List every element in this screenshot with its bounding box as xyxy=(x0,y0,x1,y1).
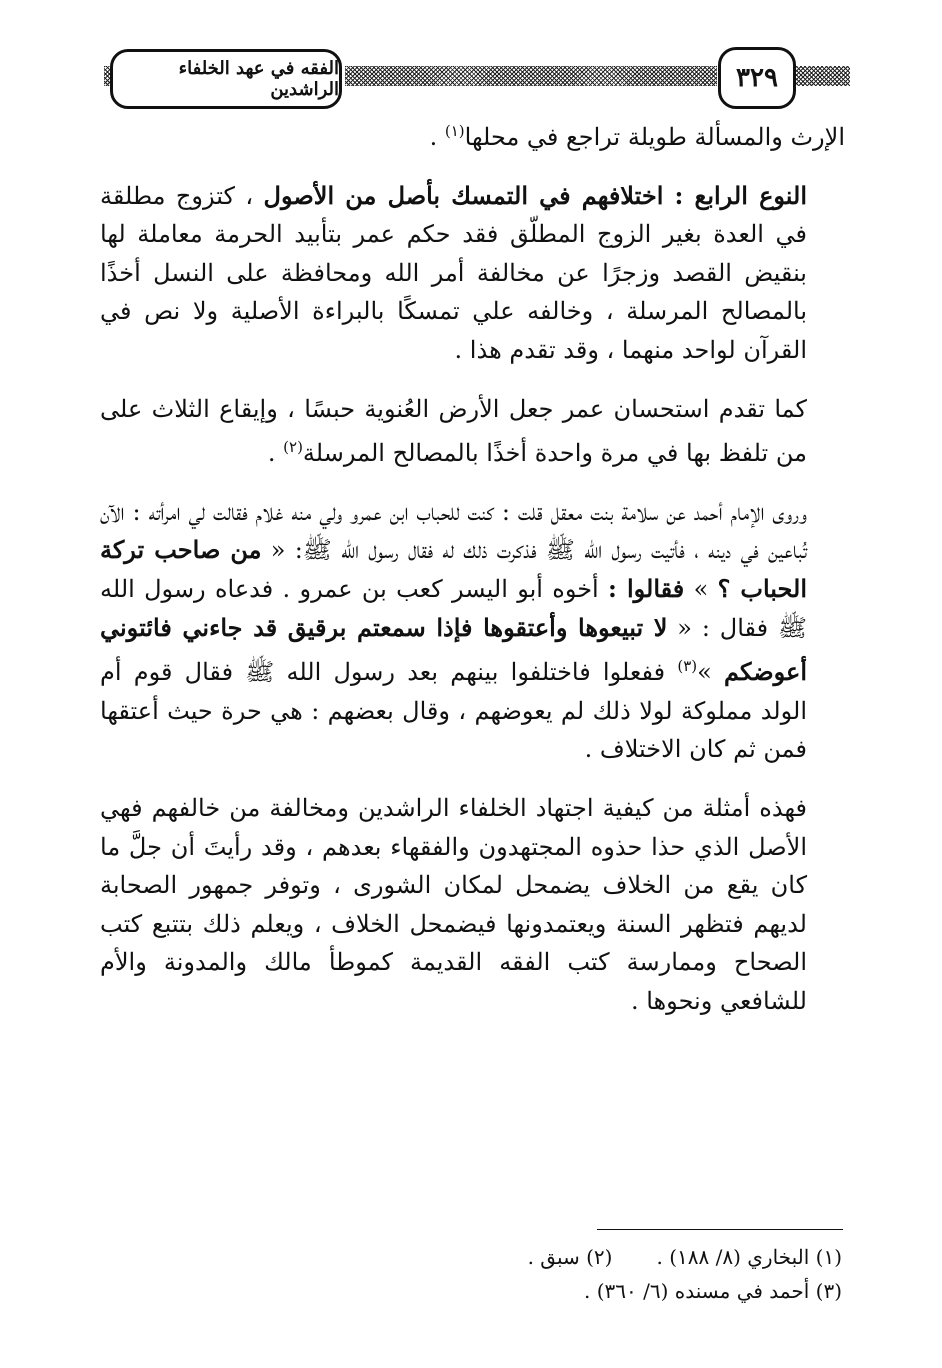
paragraph-text: ، كتزوج مطلقة في العدة بغير الزوج المطلّق فقد حكم عمر بتأبيد الحرمة معاملة لها بنقيض القصد وزجرًا عن مخالفة أمر الله ومحافظة على النسل أخذًا بالمصالح المرسلة ، وخالفه علي تمسكًا بالبراءة الأصلية ولا نص في القرآن لواحد منهما ، وقد تقدم هذا . xyxy=(100,181,807,364)
paragraph-heading: النوع الرابع : اختلافهم في التمسك بأصل من الأصول xyxy=(263,180,808,210)
footnote-line xyxy=(380,1274,842,1308)
footnote-divider xyxy=(597,1229,843,1230)
header-ornament-middle xyxy=(345,66,717,86)
page-number: ٣٢٩ xyxy=(718,47,796,109)
footnote-ref: (٣) xyxy=(677,657,698,676)
paragraph-text: فهذه أمثلة من كيفية اجتهاد الخلفاء الراشدين ومخالفة من خالفهم فهي الأصل الذي حذا حذوه المجتهدون والفقهاء بعدهم ، وقد رأيتَ أن جلَّ ما كان يقع من الخلاف يضمحل لمكان الشورى ، وتوفر جمهور الصحابة لديهم فتظهر السنة ويعتمدونها فيضمحل الخلاف ، ويعلم ذلك بتتبع كتب الصحاح وممارسة كتب الفقه القديمة كموطأ مالك والمدونة والأم للشافعي ونحوها . xyxy=(100,793,807,1015)
hadith-quote: لا تبيعوها وأعتقوها فإذا سمعتم برقيق قد جاءني فائتوني أعوضكم xyxy=(100,612,808,687)
main-text xyxy=(100,112,845,1040)
paragraph-text: ففعلوا فاختلفوا بينهم بعد رسول الله ﷺ فقال قوم أم الولد مملوكة لولا ذلك لم يعوضهم ، وقال بعضهم : هي حرة حيث أعتقها فمن ثم كان الاختلاف . xyxy=(100,658,807,764)
hadith-quote: من صاحب تركة الحباب ؟ xyxy=(100,535,807,603)
paragraph-text: أخوه أبو اليسر كعب بن عمرو . فدعاه رسول الله ﷺ فقال : « xyxy=(100,574,808,642)
footnote-3: (٣) أحمد في مسنده (٦/ ٣٦٠) . xyxy=(584,1279,842,1303)
bold-text: فقالوا : xyxy=(608,573,685,603)
footnote-2: (٢) سبق . xyxy=(527,1245,613,1269)
paragraph-text: » xyxy=(684,574,718,603)
footnote-line xyxy=(380,1240,842,1274)
page-header xyxy=(0,0,942,120)
paragraph-hadith xyxy=(100,493,845,769)
paragraph-istihsan xyxy=(100,390,845,473)
paragraph-text: الإرث والمسألة طويلة تراجع في محلها xyxy=(464,123,845,151)
footnote-1: (١) البخاري (٨/ ١٨٨) . xyxy=(656,1245,842,1269)
paragraph-text: وروى الإمام أحمد عن سلامة بنت معقل قلت : كنت للحباب ابن عمرو ولي منه غلام فقالت لي امرأته : الآن تُباعين في دينه ، فأتيت رسول الله ﷺ فذكرت ذلك له فقال رسول الله ﷺ: « xyxy=(100,497,807,565)
paragraph-continuation xyxy=(100,112,845,157)
footnote-ref: (١) xyxy=(444,122,465,140)
footnote-ref: (٢) xyxy=(283,438,303,457)
running-title: الفقه في عهد الخلفاء الراشدين xyxy=(110,49,342,109)
paragraph-conclusion xyxy=(100,789,845,1021)
footnotes xyxy=(380,1240,842,1308)
paragraph-fourth-type xyxy=(100,177,845,370)
paragraph-text: كما تقدم استحسان عمر جعل الأرض العُنوية حبسًا ، وإيقاع الثلاث على من تلفظ بها في مرة واحدة أخذًا بالمصالح المرسلة xyxy=(100,394,807,468)
paragraph-text: . xyxy=(429,123,445,151)
paragraph-text: » xyxy=(697,658,725,687)
header-ornament-right xyxy=(790,66,850,86)
paragraph-text: . xyxy=(267,439,284,468)
